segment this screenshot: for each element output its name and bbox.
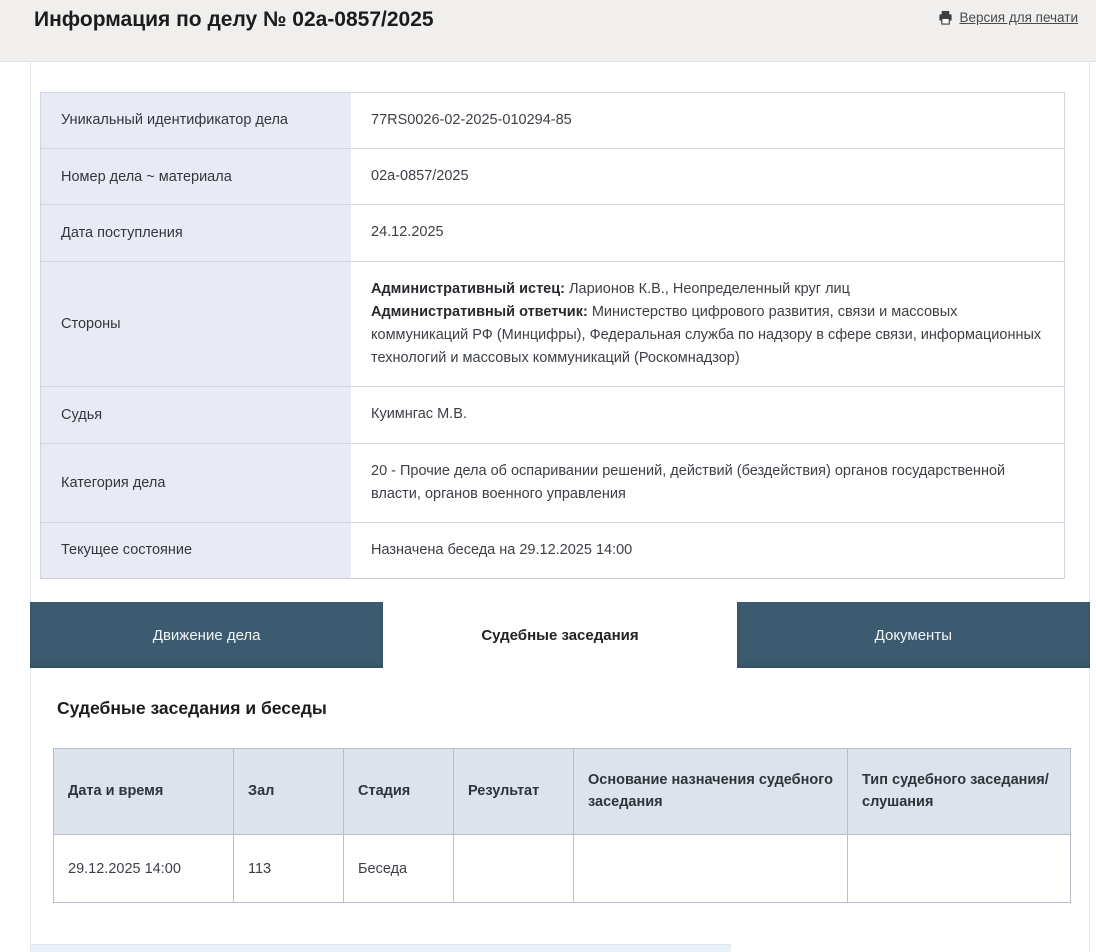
case-detail-row-number [41,149,1064,205]
column-header-type: Тип судебного заседания/слушания [848,749,1071,835]
column-header-datetime: Дата и время [54,749,234,835]
detail-label: Уникальный идентификатор дела [41,93,351,148]
detail-label: Дата поступления [41,205,351,260]
hearing-type [848,835,1071,903]
tab-case-progress[interactable]: Движение дела [30,602,383,668]
print-version-link-text[interactable]: Версия для печати [959,10,1078,25]
detail-value: 20 - Прочие дела об оспаривании решений, действий (бездействия) органов государственной власти, органов военного управления [351,444,1064,522]
print-version-link[interactable] [938,10,1078,25]
detail-label: Номер дела ~ материала [41,149,351,204]
hearings-header-row [54,749,1071,835]
detail-label: Текущее состояние [41,523,351,578]
case-detail-row-uid [41,93,1064,149]
tab-documents[interactable]: Документы [737,602,1090,668]
detail-label: Категория дела [41,444,351,522]
hearing-reason [574,835,848,903]
defendant-role: Административный ответчик: [371,303,588,320]
detail-value: 02а-0857/2025 [351,149,1064,204]
detail-value: Куимнгас М.В. [351,387,1064,442]
printer-icon [938,10,953,25]
hearing-room: 113 [234,835,344,903]
detail-value: 24.12.2025 [351,205,1064,260]
page-header-band [0,0,1096,62]
column-header-reason: Основание назначения судебного заседания [574,749,848,835]
case-details-table [40,92,1065,579]
plaintiff-role: Административный истец: [371,280,565,297]
detail-label: Судья [41,387,351,442]
hearings-section-title: Судебные заседания и беседы [57,698,327,718]
hearing-stage: Беседа [344,835,454,903]
column-header-stage: Стадия [344,749,454,835]
parties-text [371,278,1042,371]
hearing-result [454,835,574,903]
case-detail-row-received-date [41,205,1064,261]
hearing-datetime: 29.12.2025 14:00 [54,835,234,903]
case-detail-row-current-state [41,523,1064,578]
tab-court-hearings[interactable]: Судебные заседания [383,602,736,668]
detail-label: Стороны [41,262,351,387]
detail-value: 77RS0026-02-2025-010294-85 [351,93,1064,148]
detail-value: Назначена беседа на 29.12.2025 14:00 [351,523,1064,578]
column-header-room: Зал [234,749,344,835]
case-detail-row-judge [41,387,1064,443]
defendant-value: Министерство цифрового развития, связи и массовых коммуникаций РФ (Минцифры), Федеральная служба по надзору в сфере связи, информационных технологий и массовых коммуникаций (Роскомнадзор) [371,303,1042,367]
case-tabs [30,602,1090,668]
detail-value-parties [351,262,1064,387]
plaintiff-value: Ларионов К.В., Неопределенный круг лиц [564,280,850,297]
case-detail-row-category [41,444,1064,523]
case-detail-row-parties [41,262,1064,388]
hearings-table [53,748,1071,903]
hearing-row [54,835,1071,903]
page-title: Информация по делу № 02а-0857/2025 [34,8,434,31]
column-header-result: Результат [454,749,574,835]
cut-off-footer-element [31,944,731,952]
